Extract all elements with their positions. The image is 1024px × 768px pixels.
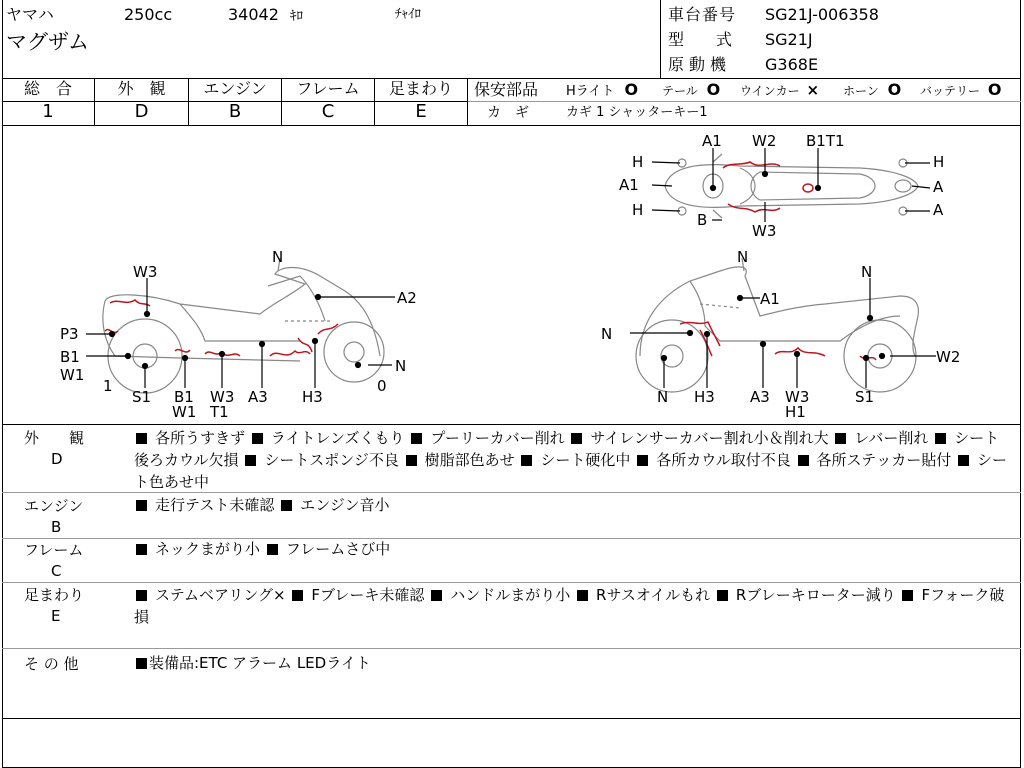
label-left-a3: A3 <box>248 388 268 406</box>
bullet-icon <box>798 455 809 466</box>
label-top-h1: H <box>632 153 644 171</box>
safety-item-battery: バッテリー O <box>920 80 1002 99</box>
top-view-scooter <box>665 154 918 218</box>
label-top-a1: A1 <box>619 176 639 194</box>
label-right-a1: A1 <box>760 290 780 308</box>
bullet-icon <box>835 433 846 444</box>
chassis-number-value: SG21J-006358 <box>765 5 879 24</box>
grade-engine-label: エンジン <box>203 79 267 98</box>
bullet-icon <box>521 455 532 466</box>
label-right-w2: W2 <box>936 348 961 366</box>
label-top-b1t1: B1T1 <box>806 132 845 150</box>
remarks-engine-grade: B <box>51 518 62 536</box>
label-left-t1: T1 <box>210 403 229 421</box>
safety-item-horn: ホーン O <box>843 80 902 99</box>
maker: ヤマハ <box>6 5 54 24</box>
color: ﾁｬｲﾛ <box>395 7 421 22</box>
label-left-w3: W3 <box>133 263 158 281</box>
label-top-a1-top: A1 <box>702 132 722 150</box>
label-top-h3: H <box>933 153 945 171</box>
grade-frame-value: C <box>321 101 335 122</box>
label-left-w3-bottom: W3 <box>210 388 235 406</box>
bullet-icon <box>958 455 969 466</box>
grade-total-label: 総 合 <box>23 79 72 98</box>
safety-item-tail: テール O <box>662 80 721 99</box>
remarks-exterior-label: 外 観 <box>24 429 85 447</box>
bullet-icon <box>252 433 263 444</box>
bullet-icon <box>411 433 422 444</box>
label-left-n-top: N <box>272 248 284 266</box>
bullet-icon <box>717 590 728 601</box>
label-left-w1-bottom: W1 <box>172 403 197 421</box>
mileage <box>228 6 303 26</box>
bullet-icon <box>136 544 147 555</box>
safety-parts-label: 保安部品 <box>474 80 539 99</box>
label-left-h3: H3 <box>302 388 323 406</box>
bullet-icon <box>902 590 913 601</box>
label-top-w2: W2 <box>752 132 777 150</box>
remarks-frame-grade: C <box>51 562 62 580</box>
model-code-label: 型 式 <box>668 30 733 49</box>
label-left-b1: B1 <box>60 348 80 366</box>
label-right-w3: W3 <box>785 388 810 406</box>
label-left-p3: P3 <box>60 325 79 343</box>
bullet-icon <box>136 590 147 601</box>
grade-suspension-value: E <box>415 101 427 122</box>
label-top-w3: W3 <box>752 222 777 240</box>
grade-engine-value: B <box>228 101 242 122</box>
label-left-0: 0 <box>377 377 387 395</box>
model-code-value: SG21J <box>765 30 813 49</box>
grade-suspension-label: 足まわり <box>388 79 453 98</box>
bullet-icon <box>406 455 417 466</box>
engine-code-label: 原動機 <box>668 55 732 74</box>
remarks-other-text: 装備品:ETC アラーム LEDライト <box>134 652 1014 674</box>
bullet-icon <box>637 455 648 466</box>
label-top-a3: A <box>933 201 944 219</box>
bullet-icon <box>292 590 303 601</box>
label-top-a2: A <box>933 178 944 196</box>
safety-item-headlight: Hライト O <box>566 80 639 99</box>
bullet-icon <box>136 658 147 669</box>
bullet-icon <box>571 433 582 444</box>
remarks-suspension-grade: E <box>51 607 61 625</box>
grade-exterior-value: D <box>134 101 149 122</box>
label-right-n-top: N <box>737 248 749 266</box>
remarks-frame-text: ネックまがり小 フレームさび中 <box>134 538 1014 560</box>
label-right-n-left: N <box>601 325 613 343</box>
remarks-other-label: そ の 他 <box>24 655 79 673</box>
displacement: 250cc <box>124 5 173 24</box>
engine-code-value: G368E <box>765 55 819 74</box>
remarks-suspension-label: 足まわり <box>24 586 85 604</box>
bullet-icon <box>577 590 588 601</box>
label-left-a2: A2 <box>397 289 417 307</box>
bullet-icon <box>136 500 147 511</box>
safety-item-winker: ウインカー × <box>740 81 820 99</box>
bullet-icon <box>281 500 292 511</box>
diagram-bottom <box>2 424 1021 425</box>
remarks-engine-text: 走行テスト未確認 エンジン音小 <box>134 494 1014 516</box>
bullet-icon <box>431 590 442 601</box>
remarks-exterior-grade: D <box>51 450 63 468</box>
label-right-a3: A3 <box>750 388 770 406</box>
key-label: カ ギ <box>487 105 529 121</box>
grade-total-value: 1 <box>42 101 54 122</box>
damage-diagram <box>0 126 1024 424</box>
key-value: カギ 1 シャッターキー1 <box>566 105 708 120</box>
bullet-icon <box>935 433 946 444</box>
label-right-n-bottom: N <box>657 388 669 406</box>
mileage-value: 34042 <box>228 5 279 24</box>
label-left-n: N <box>395 357 407 375</box>
mileage-unit: ｷﾛ <box>290 9 303 24</box>
remarks-engine-label: エンジン <box>24 497 84 515</box>
label-right-n-rear: N <box>861 263 873 281</box>
label-right-h3: H3 <box>694 388 715 406</box>
bullet-icon <box>267 544 278 555</box>
label-right-s1: S1 <box>855 388 875 406</box>
label-left-1: 1 <box>103 377 113 395</box>
header-divider <box>660 0 661 78</box>
grade-exterior-label: 外 観 <box>117 79 166 98</box>
model-name: マグザム <box>6 30 89 54</box>
remarks-exterior-text: 各所うすきず ライトレンズくもり プーリーカバー削れ サイレンサーカバー割れ小＆削れ大 レバー削れ シート後ろカウル欠損 シートスポンジ不良 樹脂部色あせ シート硬化中 各所カウル取付不良 各所ステッカー貼付 シート色あせ中 <box>134 429 1008 491</box>
chassis-number-label: 車台番号 <box>668 5 737 24</box>
grade-frame-label: フレーム <box>296 79 360 98</box>
remarks-frame-label: フレーム <box>24 541 84 559</box>
label-left-b1-bottom: B1 <box>174 388 194 406</box>
label-top-h2: H <box>632 201 644 219</box>
label-right-h1: H1 <box>785 403 806 421</box>
remarks-suspension-text: ステムベアリング× Fブレーキ未確認 ハンドルまがり小 Rサスオイルもれ Rブレーキローター減り Fフォーク破損 <box>134 586 1005 626</box>
right-view-scooter <box>636 258 918 392</box>
top-right-divider <box>1020 0 1021 78</box>
label-top-b: B <box>697 211 708 229</box>
label-left-w1: W1 <box>60 366 85 384</box>
bullet-icon <box>136 433 147 444</box>
label-left-s1: S1 <box>132 388 152 406</box>
bullet-icon <box>245 455 256 466</box>
top-left-divider <box>2 0 3 78</box>
